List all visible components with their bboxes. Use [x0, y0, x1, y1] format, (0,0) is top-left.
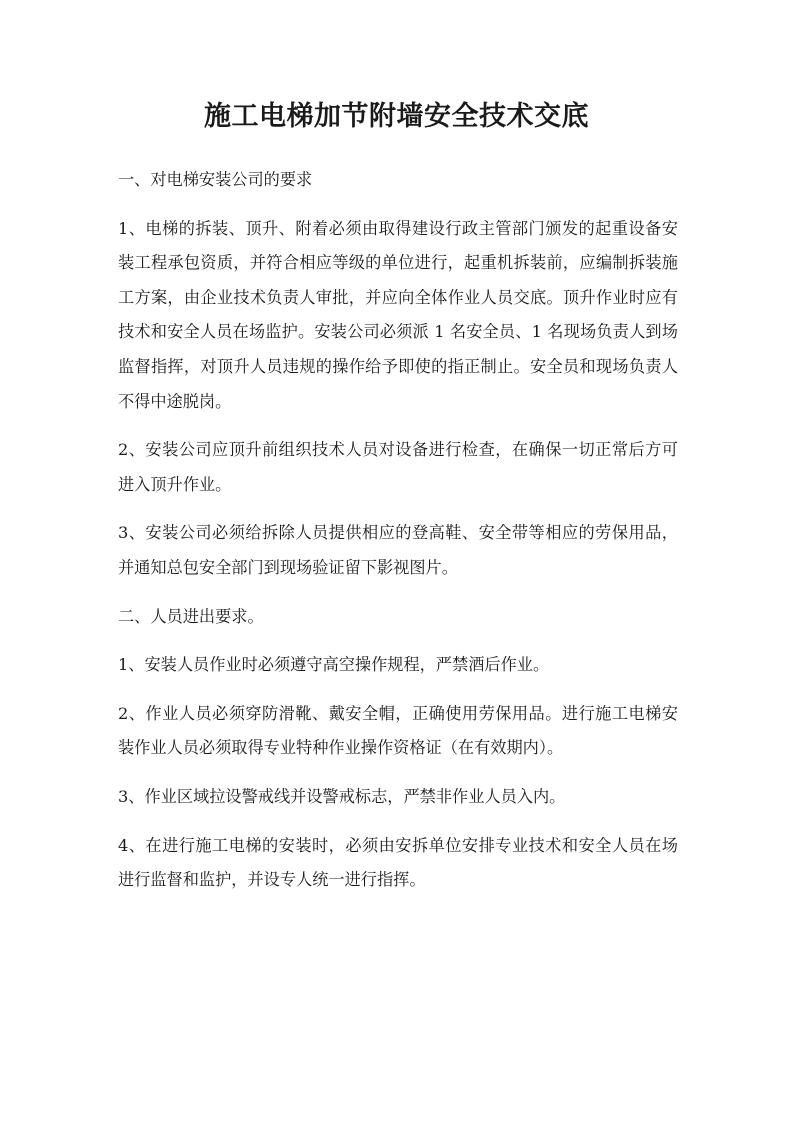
document-body	[118, 163, 678, 912]
paragraph: 3、安装公司必须给拆除人员提供相应的登高鞋、安全带等相应的劳保用品，并通知总包安全部门到现场验证留下影视图片。	[118, 523, 678, 577]
section-heading: 一、对电梯安装公司的要求	[118, 170, 313, 189]
paragraph: 4、在进行施工电梯的安装时，必须由安拆单位安排专业技术和安全人员在场进行监督和监护，并设专人统一进行指挥。	[118, 835, 678, 890]
paragraph: 1、安装人员作业时必须遵守高空操作规程，严禁酒后作业。	[118, 655, 550, 675]
paragraph: 3、作业区域拉设警戒线并设警戒标志，严禁非作业人员入内。	[118, 786, 566, 806]
paragraph: 2、安装公司应顶升前组织技术人员对设备进行检查，在确保一切正常后方可进入顶升作业。	[118, 440, 678, 494]
section-heading: 二、人员进出要求。	[118, 606, 264, 626]
document-title: 施工电梯加节附墙安全技术交底	[204, 101, 589, 132]
paragraph: 2、作业人员必须穿防滑靴、戴安全帽，正确使用劳保用品。进行施工电梯安装作业人员必须取得专业特种作业操作资格证（在有效期内）。	[118, 703, 678, 758]
paragraph: 1、电梯的拆装、顶升、附着必须由取得建设行政主管部门颁发的起重设备安装工程承包资质，并符合相应等级的单位进行，起重机拆装前，应编制拆装施工方案，由企业技术负责人审批，并应向全体作业人员交底。顶升作业时应有技术和安全人员在场监护。安装公司必须派 1 名安全员、1 名现场负责人到场监督指挥，对顶升人员违规的操作给予即使的指正制止。安全员和现场负责人不得中途脱岗。	[118, 218, 678, 411]
